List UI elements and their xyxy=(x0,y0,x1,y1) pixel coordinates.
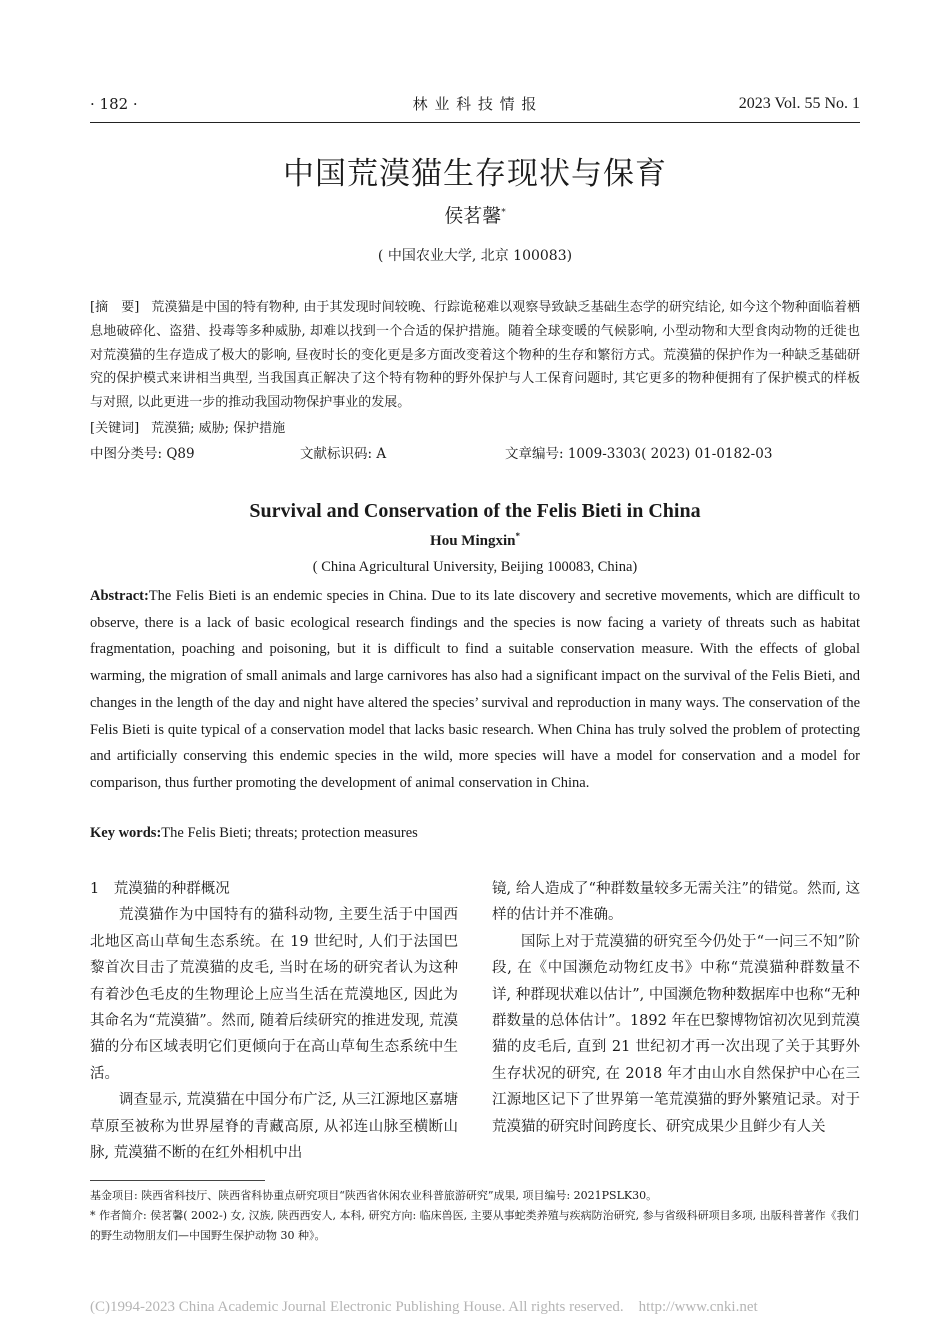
keywords-label-cn: [关键词] xyxy=(90,421,140,436)
footnote-rule xyxy=(90,1180,265,1181)
document-code: 文献标识码: A xyxy=(300,446,387,462)
article-number: 文章编号: 1009-3303( 2023) 01-0182-03 xyxy=(505,446,773,462)
paragraph: 国际上对于荒漠猫的研究至今仍处于“一问三不知”阶段, 在《中国濒危动物红皮书》中称“荒漠猫种群数量不详, 种群现状难以估计”, 中国濒危物种数据库中也称“无种群数量的总体估计”。1892 年在巴黎博物馆初次见到荒漠猫的皮毛后, 直到 21 世纪初才再一次出现了关于其野外生存状况的研究, 在 2018 年才由山水自然保护中心在三江源地区记下了世界第一笔荒漠猫的野外繁殖记录。对于荒漠猫的研究时间跨度长、研究成果少且鲜少有人关 xyxy=(492,933,860,1135)
abstract-text-cn: 荒漠猫是中国的特有物种, 由于其发现时间较晚、行踪诡秘难以观察导致缺乏基础生态学的研究结论, 如今这个物种面临着栖息地破碎化、盗猎、投毒等多种威胁, 却难以找到一个合适的保护措施。随着全球变暖的气候影响, 小型动物和大型食肉动物的迁徙也对荒漠猫的生存造成了极大的影响, 昼夜时长的变化更是多方面改变着这个物种的生存和繁衍方式。荒漠猫的保护作为一种缺乏基础研究的保护模式来讲相当典型, 当我国真正解决了这个特有物种的野外保护与人工保育问题时, 其它更多的物种便拥有了保护模式的样板与对照, 以此更进一步的推动我国动物保护事业的发展。 xyxy=(90,300,860,411)
article-title-cn: 中国荒漠猫生存现状与保育 xyxy=(283,156,667,192)
journal-name: 林 业 科 技 情 报 xyxy=(412,95,538,113)
affiliation-en: ( China Agricultural University, Beijing 100083, China) xyxy=(312,559,638,575)
abstract-text-en: The Felis Bieti is an endemic species in China. Due to its late discovery and secretive movements, which are difficult to observe, there is a lack of basic ecological research findings and the species is now facing a variety of threats such as habitat fragmentation, poaching and poisoning, but it is difficult to find a suitable conservation measure. With the effects of global warming, the migration of small animals and large carnivores has also had a significant impact on the survival of the Felis Bieti, and changes in the length of the day and night have altered the species’ survival and reproduction in many ways. The conservation of the Felis Bieti is quite typical of a conservation model that lacks basic research. When China has truly solved the problem of protecting and artificially conserving this endemic species in the wild, more species will have a model for conservation and a model for comparison, thus further promoting the development of animal conservation in China. xyxy=(90,588,860,791)
paragraph: 调查显示, 荒漠猫在中国分布广泛, 从三江源地区嘉塘草原至被称为世界屋脊的青藏高原, 从祁连山脉至横断山脉, 荒漠猫不断的在红外相机中出 xyxy=(90,1092,458,1162)
header-rule xyxy=(90,122,860,123)
author-mark-cn: * xyxy=(501,207,506,218)
author-name-cn: 侯茗馨 xyxy=(444,205,502,227)
keywords-text-cn: 荒漠猫; 威胁; 保护措施 xyxy=(151,421,286,436)
keywords-text-en: The Felis Bieti; threats; protection measures xyxy=(161,825,418,841)
affiliation-cn: ( 中国农业大学, 北京 100083) xyxy=(377,248,573,264)
body-left-column xyxy=(90,876,458,1166)
cnki-url: http://www.cnki.net xyxy=(638,1299,758,1315)
author-name-en: Hou Mingxin xyxy=(430,533,516,549)
abstract-en xyxy=(90,583,860,797)
section-heading: 1 荒漠猫的种群概况 xyxy=(90,881,230,897)
author-en xyxy=(90,531,860,551)
issue-info: 2023 Vol. 55 No. 1 xyxy=(738,95,860,112)
footnotes xyxy=(90,1186,860,1246)
keywords-cn xyxy=(90,419,860,439)
abstract-label-cn: [摘 要] xyxy=(90,300,140,315)
paragraph: 荒漠猫作为中国特有的猫科动物, 主要生活于中国西北地区高山草甸生态系统。在 19 世纪时, 人们于法国巴黎首次目击了荒漠猫的皮毛, 当时在场的研究者认为这种有着沙色毛皮的生物理论上应当生活在荒漠地区, 因此为其命名为“荒漠猫”。然而, 随着后续研究的推进发现, 荒漠猫的分布区域表明它们更倾向于在高山草甸生态系统中生活。 xyxy=(90,907,458,1082)
funding-note: 基金项目: 陕西省科技厅、陕西省科协重点研究项目“陕西省休闲农业科普旅游研究”成果, 项目编号: 2021PSLK30。 xyxy=(90,1189,658,1202)
keywords-en xyxy=(90,822,860,844)
author-note: * 作者简介: 侯茗馨( 2002-) 女, 汉族, 陕西西安人, 本科, 研究方向: 临床兽医, 主要从事蛇类养殖与疾病防治研究, 参与省级科研项目多项, 出版科普著作《我们的野生动物朋友们—中国野生保护动物 30 种》。 xyxy=(90,1209,859,1242)
author-mark-en: * xyxy=(515,531,520,541)
abstract-label-en: Abstract: xyxy=(90,588,149,604)
author-cn xyxy=(90,203,860,229)
copyright-text: (C)1994-2023 China Academic Journal Electronic Publishing House. All rights reserved. xyxy=(90,1299,624,1315)
classification-number: 中图分类号: Q89 xyxy=(90,446,195,462)
article-title-en: Survival and Conservation of the Felis Bieti in China xyxy=(249,500,701,522)
keywords-label-en: Key words: xyxy=(90,825,162,841)
body-right-column xyxy=(492,876,860,1140)
abstract-cn xyxy=(90,296,860,415)
copyright-watermark xyxy=(90,1296,860,1318)
page-number: · 182 · xyxy=(90,95,138,113)
paragraph: 镜, 给人造成了“种群数量较多无需关注”的错觉。然而, 这样的估计并不准确。 xyxy=(492,881,860,924)
